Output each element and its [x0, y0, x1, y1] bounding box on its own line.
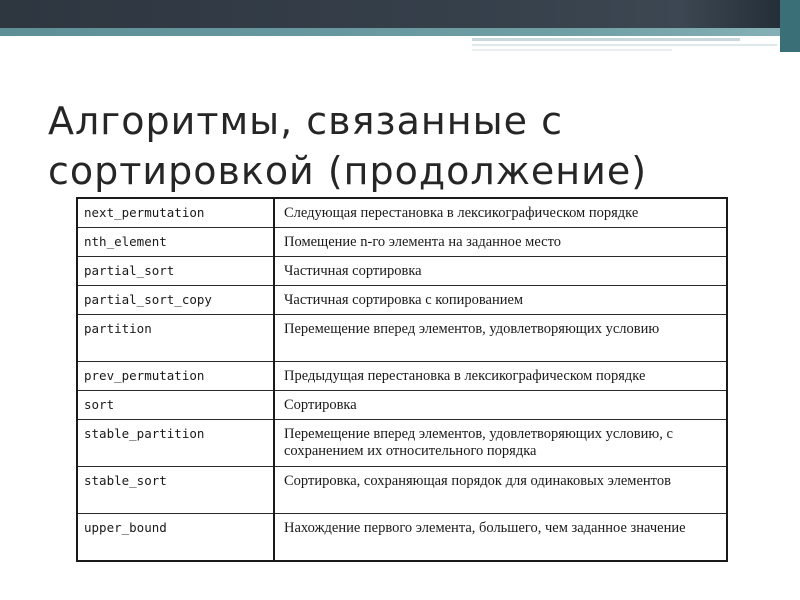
algorithm-description: Нахождение первого элемента, большего, чем заданное значение — [274, 514, 727, 562]
algorithm-description: Частичная сортировка — [274, 257, 727, 286]
slide-title-line-1: Алгоритмы, связанные с — [48, 99, 563, 143]
table-row — [77, 257, 727, 286]
header-accent-line — [472, 49, 672, 51]
header-band-dark — [0, 0, 800, 28]
table-row — [77, 198, 727, 228]
algorithm-name: partial_sort — [77, 257, 274, 286]
slide-title — [48, 96, 748, 196]
table-row — [77, 315, 727, 362]
algorithm-name: partial_sort_copy — [77, 286, 274, 315]
table-row — [77, 420, 727, 467]
header-accent-line — [472, 38, 740, 41]
algorithm-description: Сортировка — [274, 391, 727, 420]
table-row — [77, 286, 727, 315]
algorithm-name: stable_sort — [77, 467, 274, 514]
header-band-teal — [0, 28, 800, 36]
table-row — [77, 228, 727, 257]
algorithm-name: partition — [77, 315, 274, 362]
slide-title-line-2: сортировкой (продолжение) — [48, 149, 648, 193]
algorithm-description: Помещение n-го элемента на заданное место — [274, 228, 727, 257]
algorithm-table-container — [76, 197, 728, 562]
algorithm-name: stable_partition — [77, 420, 274, 467]
table-row — [77, 362, 727, 391]
algorithm-description: Следующая перестановка в лексикографическом порядке — [274, 198, 727, 228]
algorithm-name: upper_bound — [77, 514, 274, 562]
algorithm-table — [76, 197, 728, 562]
algorithm-name: nth_element — [77, 228, 274, 257]
algorithm-description: Сортировка, сохраняющая порядок для одинаковых элементов — [274, 467, 727, 514]
algorithm-name: next_permutation — [77, 198, 274, 228]
table-row — [77, 514, 727, 562]
table-row — [77, 391, 727, 420]
header-accent-line — [472, 44, 777, 46]
header-corner-block — [780, 0, 800, 52]
algorithm-description: Перемещение вперед элементов, удовлетворяющих условию — [274, 315, 727, 362]
algorithm-description: Предыдущая перестановка в лексикографическом порядке — [274, 362, 727, 391]
algorithm-name: prev_permutation — [77, 362, 274, 391]
algorithm-description: Частичная сортировка с копированием — [274, 286, 727, 315]
table-row — [77, 467, 727, 514]
algorithm-description: Перемещение вперед элементов, удовлетворяющих условию, с сохранением их относительного порядка — [274, 420, 727, 467]
algorithm-name: sort — [77, 391, 274, 420]
